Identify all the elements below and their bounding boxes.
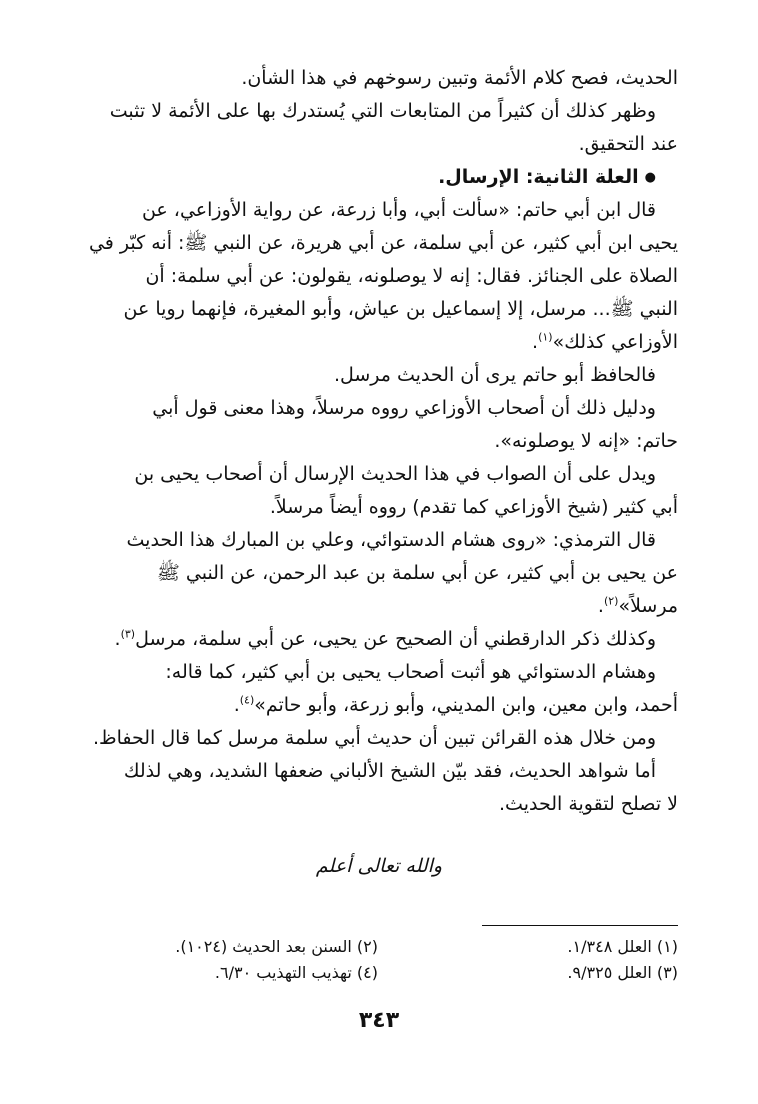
text-line: مرسلاً»$^{(٢)}$. [597,594,678,617]
text-line: فالحافظ أبو حاتم يرى أن الحديث مرسل. [333,364,656,386]
footnote-ref: (٣) [120,627,136,641]
text-line: حاتم: «إنه لا يوصلونه». [494,430,678,452]
text-line: عن يحيى بن أبي كثير، عن أبي سلمة بن عبد الرحمن، عن النبي ﷺ [156,562,678,584]
text-line: ومن خلال هذه القرائن تبين أن حديث أبي سلمة مرسل كما قال الحفاظ. [92,727,656,749]
closing-phrase: والله تعالى أعلم [315,855,443,877]
bullet-icon: ● [644,170,656,185]
text-line: عند التحقيق. [578,133,678,155]
footnote-ref: (٢) [603,594,619,608]
text-line: أحمد، وابن معين، وابن المديني، وأبو زرعة، وأبو حاتم»$^{(٤)}$. [233,693,678,716]
text-line: وهشام الدستوائي هو أثبت أصحاب يحيى بن أبي كثير، كما قاله: [165,661,656,683]
text-line: ويدل على أن الصواب في هذا الحديث الإرسال أن أصحاب يحيى بن [134,463,656,485]
footnote-ref: (٤) [239,693,255,707]
text-line: النبي ﷺ... مرسل، إلا إسماعيل بن عياش، وأبو المغيرة، فإنهما رويا عن [123,298,678,320]
footnote-item: (١) العلل ١/٣٤٨. [567,937,678,956]
footnote-row [78,934,678,960]
text-line: قال ابن أبي حاتم: «سألت أبي، وأبا زرعة، عن رواية الأوزاعي، عن [141,199,656,221]
text-line: وظهر كذلك أن كثيراً من المتابعات التي يُستدرك بها على الأئمة لا تثبت [109,100,656,122]
text-line: الصلاة على الجنائز. فقال: إنه لا يوصلونه، يقولون: عن أبي سلمة: أن [145,265,678,287]
footnote-item: (٤) تهذيب التهذيب ٦/٣٠. [214,963,378,982]
text-line: يحيى ابن أبي كثير، عن أبي سلمة، عن أبي هريرة، عن النبي ﷺ: أنه كبّر في [88,232,678,254]
text-line: أما شواهد الحديث، فقد بيّن الشيخ الألباني ضعفها الشديد، وهي لذلك [123,760,656,782]
footnote-divider [482,925,678,926]
text-line: الأوزاعي كذلك»$^{(١)}$. [532,330,678,353]
footnote-item: (٢) السنن بعد الحديث (١٠٢٤). [175,937,378,956]
footnote-item: (٣) العلل ٩/٣٢٥. [567,963,678,982]
section-heading: ●العلة الثانية: الإرسال. [438,166,656,188]
text-line: ودليل ذلك أن أصحاب الأوزاعي رووه مرسلاً، وهذا معنى قول أبي [152,397,656,419]
text-line: وكذلك ذكر الدارقطني أن الصحيح عن يحيى، عن أبي سلمة، مرسل$^{(٣)}$. [114,627,656,650]
footnote-row [78,960,678,986]
page-number: ٣٤٣ [358,1008,400,1033]
text-line: الحديث، فصح كلام الأئمة وتبين رسوخهم في هذا الشأن. [241,67,678,89]
text-line: قال الترمذي: «روى هشام الدستوائي، وعلي بن المبارك هذا الحديث [126,529,656,551]
text-line: أبي كثير (شيخ الأوزاعي كما تقدم) رووه أيضاً مرسلاً. [269,496,678,518]
footnote-ref: (١) [538,330,553,344]
text-line: لا تصلح لتقوية الحديث. [499,793,678,815]
footnotes [78,934,678,986]
body-text [78,62,678,821]
